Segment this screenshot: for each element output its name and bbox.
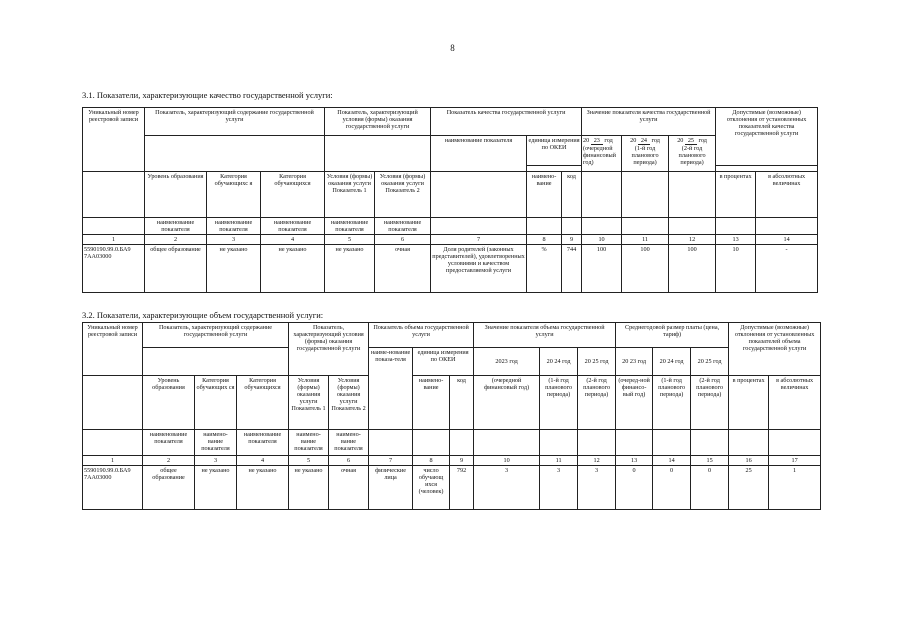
content-indicator-header: Показатель, характеризующий содержание государственной услуги (143, 323, 289, 348)
unit-header: единица измерения по ОКЕИ (413, 348, 474, 376)
content-indicator-header: Показатель, характеризующий содержание государственной услуги (145, 108, 325, 136)
column-number: 3 (195, 456, 237, 466)
student-category-2-header: Категория обучающихся (237, 376, 289, 430)
column-number: 7 (431, 235, 527, 245)
conditions-indicator-header: Показатель, характеризующий условия (формы) оказания государственной услуги (289, 323, 369, 376)
form-2-cell: очная (375, 245, 431, 293)
column-number: 10 (582, 235, 622, 245)
column-number: 4 (237, 456, 289, 466)
value-year-3-cell: 3 (578, 466, 616, 510)
value-year-1-header: 2023 год (474, 348, 540, 376)
category-2-cell: не указано (261, 245, 325, 293)
deviation-percent-header: в процентах (729, 376, 769, 430)
quality-values-header: Значение показателя качества государственной услуги (582, 108, 716, 136)
student-category-1-header: Категория обучающих ся (195, 376, 237, 430)
table-header-row (83, 136, 818, 166)
indicator-name-header: наиме-нование показа-теля (369, 348, 413, 430)
deviation-absolute-cell: - (756, 245, 818, 293)
sub-empty (413, 430, 450, 456)
column-number: 1 (83, 456, 143, 466)
price-year-1-desc: (очеред-ной финансо-вый год) (616, 376, 653, 430)
content-empty-cell (145, 136, 325, 172)
sub-empty (769, 430, 821, 456)
value-year-3-cell: 100 (669, 245, 716, 293)
column-number: 11 (540, 456, 578, 466)
volume-section-title: 3.2. Показатели, характеризующие объем государственной услуги: (82, 310, 324, 320)
form-indicator-2-header: Условия (формы) оказания услуги Показатель 2 (375, 172, 431, 218)
column-number: 4 (261, 235, 325, 245)
sub-empty (578, 430, 616, 456)
category-1-cell: не указано (207, 245, 261, 293)
table-header-row (83, 376, 821, 430)
sub-empty (669, 218, 716, 235)
table-header-row (83, 172, 818, 218)
sub-empty (83, 218, 145, 235)
column-number: 13 (616, 456, 653, 466)
column-number: 14 (756, 235, 818, 245)
column-number: 8 (527, 235, 562, 245)
deviation-header: Допустимые (возможные) отклонения от установленных показателей объема государственной услуги (729, 323, 821, 376)
sub-empty (562, 218, 582, 235)
value-year-1-cell: 3 (474, 466, 540, 510)
column-number: 8 (413, 456, 450, 466)
year-3-empty (669, 172, 716, 218)
education-level-cell: общее образование (143, 466, 195, 510)
sub-indicator-name: наименование показателя (145, 218, 207, 235)
column-number: 12 (578, 456, 616, 466)
deviation-header: Допустимые (возможные) отклонения от установленных показателей качества государственной услуги (716, 108, 818, 166)
indicator-name-header: наименование показателя (431, 136, 527, 172)
price-year-1-cell: 0 (616, 466, 653, 510)
value-year-2-cell: 100 (622, 245, 669, 293)
sub-indicator-name: наимено-вание показателя (289, 430, 329, 456)
form-2-cell: очная (329, 466, 369, 510)
sub-indicator-name: наименование показателя (261, 218, 325, 235)
year-2-empty (622, 172, 669, 218)
conditions-indicator-header: Показатель, характеризующий условия (формы) оказания государственной услуги (325, 108, 431, 136)
sub-indicator-name: наимено-вание показателя (195, 430, 237, 456)
price-year-3-header: 20 25 год (691, 348, 729, 376)
registry-number-cell: 5590190.99.0.БА9 7АА03000 (83, 466, 143, 510)
sub-indicator-name: наименование показателя (143, 430, 195, 456)
column-number-row (83, 235, 818, 245)
sub-empty (450, 430, 474, 456)
price-year-1-header: 20 23 год (616, 348, 653, 376)
form-1-cell: не указано (289, 466, 329, 510)
sub-empty (691, 430, 729, 456)
sub-empty (582, 218, 622, 235)
price-header: Среднегодовой размер платы (цена, тариф) (616, 323, 729, 348)
column-number: 5 (325, 235, 375, 245)
indicator-name-cell: физические лица (369, 466, 413, 510)
sub-empty (83, 430, 143, 456)
column-number: 6 (375, 235, 431, 245)
table-header-row (83, 108, 818, 136)
indicator-name-empty (431, 172, 527, 218)
education-level-header: Уровень образования (145, 172, 207, 218)
category-1-cell: не указано (195, 466, 237, 510)
sub-indicator-name: наименование показателя (207, 218, 261, 235)
column-number: 1 (83, 235, 145, 245)
column-number-row (83, 456, 821, 466)
column-number: 15 (691, 456, 729, 466)
form-indicator-1-header: Условия (формы) оказания услуги Показатель 1 (289, 376, 329, 430)
sub-empty (653, 430, 691, 456)
sub-empty (622, 218, 669, 235)
student-category-1-header: Категория обучающихс я (207, 172, 261, 218)
unique-number-empty (83, 172, 145, 218)
column-number: 2 (143, 456, 195, 466)
form-1-cell: не указано (325, 245, 375, 293)
year-3-header: 20 25 год (2-й год планового периода) (669, 136, 716, 172)
table-row (83, 245, 818, 293)
value-year-1-desc: (очередной финансовый год) (474, 376, 540, 430)
indicator-name-cell: Доля родителей (законных представителей), удовлетворенных условиями и качеством предоставляемой услуги (431, 245, 527, 293)
value-year-1-cell: 100 (582, 245, 622, 293)
year-1-header: 20 23 год (очередной финансовый год) (582, 136, 622, 172)
year-2-header: 20 24 год (1-й год планового периода) (622, 136, 669, 172)
price-year-3-desc: (2-й год планового периода) (691, 376, 729, 430)
unit-name-cell: % (527, 245, 562, 293)
deviation-absolute-header: в абсолютных величинах (769, 376, 821, 430)
education-level-cell: общее образование (145, 245, 207, 293)
unit-name-cell: число обучающ ихся (человек) (413, 466, 450, 510)
registry-number-cell: 5590190.99.0.БА9 7АА03000 (83, 245, 145, 293)
sub-empty (756, 218, 818, 235)
deviation-absolute-header: в абсолютных величинах (756, 172, 818, 218)
column-number: 10 (474, 456, 540, 466)
content-empty-cell (143, 348, 289, 376)
sub-empty (716, 218, 756, 235)
unique-number-header: Уникальный номер реестровой записи (83, 108, 145, 172)
sub-empty (540, 430, 578, 456)
sub-indicator-name: наименование показателя (325, 218, 375, 235)
conditions-empty-cell (325, 136, 431, 172)
unit-name-header: наимено-вание (527, 172, 562, 218)
unit-code-header: код (562, 172, 582, 218)
volume-values-header: Значение показателя объема государственной услуги (474, 323, 616, 348)
column-number: 11 (622, 235, 669, 245)
value-year-2-desc: (1-й год планового периода) (540, 376, 578, 430)
table-header-row (83, 348, 821, 372)
quality-indicator-header: Показатель качества государственной услуги (431, 108, 582, 136)
value-year-2-header: 20 24 год (540, 348, 578, 376)
column-number: 2 (145, 235, 207, 245)
student-category-2-header: Категория обучающихся (261, 172, 325, 218)
page-number: 8 (450, 43, 455, 53)
table-header-row (83, 218, 818, 235)
form-indicator-1-header: Условия (формы) оказания услуги Показатель 1 (325, 172, 375, 218)
price-year-2-desc: (1-й год планового периода) (653, 376, 691, 430)
sub-indicator-name: наименование показателя (237, 430, 289, 456)
column-number: 9 (562, 235, 582, 245)
column-number: 6 (329, 456, 369, 466)
category-2-cell: не указано (237, 466, 289, 510)
value-year-3-desc: (2-й год планового периода) (578, 376, 616, 430)
value-year-3-header: 20 25 год (578, 348, 616, 376)
sub-indicator-name: наимено-вание показателя (329, 430, 369, 456)
unit-header: единица измерения по ОКЕИ (527, 136, 582, 166)
table-header-row (83, 323, 821, 348)
year-1-empty (582, 172, 622, 218)
column-number: 9 (450, 456, 474, 466)
form-indicator-2-header: Условия (формы) оказания услуги Показатель 2 (329, 376, 369, 430)
deviation-percent-cell: 10 (716, 245, 756, 293)
column-number: 5 (289, 456, 329, 466)
quality-section-title: 3.1. Показатели, характеризующие качество государственной услуги: (82, 90, 333, 100)
table-header-row (83, 430, 821, 456)
deviation-percent-header: в процентах (716, 172, 756, 218)
price-year-2-cell: 0 (653, 466, 691, 510)
table-row (83, 466, 821, 510)
column-number: 17 (769, 456, 821, 466)
volume-indicators-table (82, 322, 821, 510)
column-number: 7 (369, 456, 413, 466)
sub-empty (474, 430, 540, 456)
price-year-2-header: 20 24 год (653, 348, 691, 376)
sub-empty (369, 430, 413, 456)
sub-empty (729, 430, 769, 456)
unique-number-header: Уникальный номер реестровой записи (83, 323, 143, 376)
column-number: 14 (653, 456, 691, 466)
unit-code-header: код (450, 376, 474, 430)
column-number: 13 (716, 235, 756, 245)
unit-name-header: наимено-вание (413, 376, 450, 430)
value-year-2-cell: 3 (540, 466, 578, 510)
quality-indicators-table (82, 107, 818, 293)
education-level-header: Уровень образования (143, 376, 195, 430)
price-year-3-cell: 0 (691, 466, 729, 510)
sub-empty (616, 430, 653, 456)
column-number: 12 (669, 235, 716, 245)
unique-number-empty (83, 376, 143, 430)
unit-code-cell: 744 (562, 245, 582, 293)
column-number: 16 (729, 456, 769, 466)
unit-code-cell: 792 (450, 466, 474, 510)
deviation-percent-cell: 25 (729, 466, 769, 510)
volume-indicator-header: Показатель объема государственной услуги (369, 323, 474, 348)
sub-indicator-name: наименование показателя (375, 218, 431, 235)
sub-empty (527, 218, 562, 235)
sub-empty (431, 218, 527, 235)
deviation-absolute-cell: 1 (769, 466, 821, 510)
column-number: 3 (207, 235, 261, 245)
